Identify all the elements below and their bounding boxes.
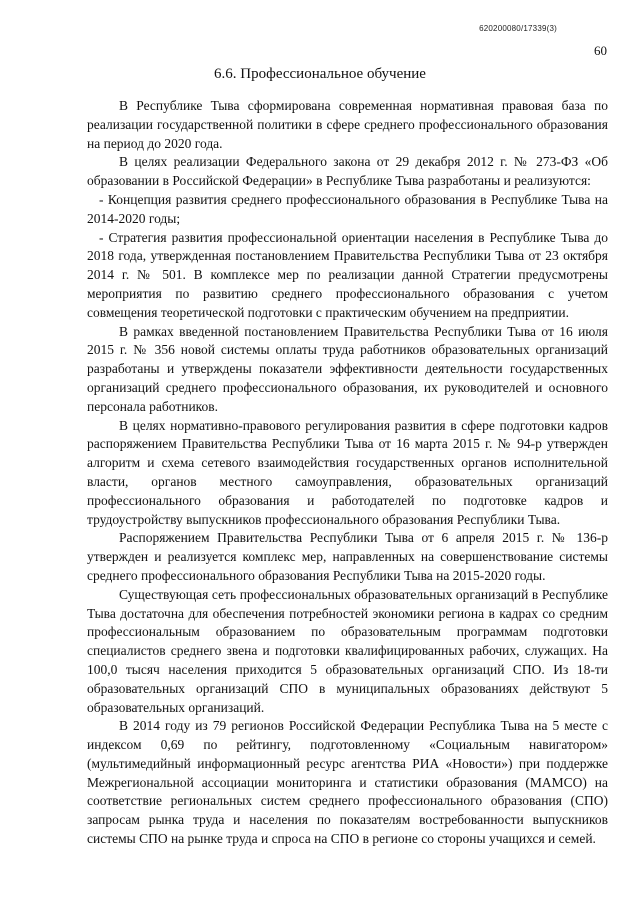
body-text: [87, 97, 608, 849]
document-id: 620200080/17339(3): [479, 24, 557, 33]
list-item-strategy: - Стратегия развития профессиональной ориентации населения в Республике Тыва до 2018 года, утвержденная постановлением Правительства Республики Тыва от 23 октября 2014 г. № 501. В комплексе мер по реализации данной Стратегии предусмотрены мероприятия по развитию среднего профессионального образования с учетом совмещения теоретической подготовки с практическим обучением на предприятии.: [87, 229, 608, 320]
paragraph-measures: Распоряжением Правительства Республики Тыва от 6 апреля 2015 г. № 136-р утвержден и реализуется комплекс мер, направленных на совершенствование системы среднего профессионального образования Республики Тыва на 2015-2020 годы.: [87, 530, 608, 583]
paragraph-federal-law: В целях реализации Федерального закона от 29 декабря 2012 г. № 273-ФЗ «Об образовании в Российской Федерации» в Республике Тыва разработаны и реализуются:: [87, 154, 608, 189]
page-number: 60: [594, 43, 607, 58]
section-title: 6.6. Профессиональное обучение: [214, 66, 426, 82]
paragraph-regulation: В целях нормативно-правового регулирования развития в сфере подготовки кадров распоряжением Правительства Республики Тыва от 16 марта 2015 г. № 94-р утвержден алгоритм и схема сетевого взаимодействия государственных органов исполнительной власти, органов местного самоуправления, образовательных организаций профессионального образования и работодателей по подготовке кадров и трудоустройству выпускников профессионального образования Республики Тыва.: [87, 417, 608, 527]
list-item-concept: - Концепция развития среднего профессионального образования в Республике Тыва на 2014-2020 годы;: [87, 191, 608, 226]
paragraph-payment-system: В рамках введенной постановлением Правительства Республики Тыва от 16 июля 2015 г. № 356 новой системы оплаты труда работников образовательных организаций разработаны и утверждены показатели эффективности деятельности государственных организаций среднего профессионального образования, их руководителей и основного персонала работников.: [87, 323, 608, 414]
paragraph-network: Существующая сеть профессиональных образовательных организаций в Республике Тыва достаточна для обеспечения потребностей экономики региона в кадрах со средним профессиональным образованием по образовательным программам подготовки специалистов среднего звена и подготовки квалифицированных рабочих, служащих. На 100,0 тысяч населения приходится 5 образовательных организаций СПО. Из 18-ти образовательных организаций СПО в муниципальных образованиях действуют 5 образовательных организаций.: [87, 586, 608, 715]
paragraph-rating: В 2014 году из 79 регионов Российской Федерации Республика Тыва на 5 месте с индексом 0,69 по рейтингу, подготовленному «Социальным навигатором» (мультимедийный информационный ресурс агентства РИА «Новости») при поддержке Межрегиональной ассоциации мониторинга и статистики образования (МАМСО) на соответствие региональных систем среднего профессионального образования (СПО) запросам рынка труда и населения по показателям востребованности выпускников системы СПО на рынке труда и спроса на СПО в регионе со стороны учащихся и семей.: [87, 718, 608, 847]
paragraph-legal-base: В Республике Тыва сформирована современная нормативная правовая база по реализации государственной политики в сфере среднего профессионального образования на период до 2020 года.: [87, 98, 608, 151]
